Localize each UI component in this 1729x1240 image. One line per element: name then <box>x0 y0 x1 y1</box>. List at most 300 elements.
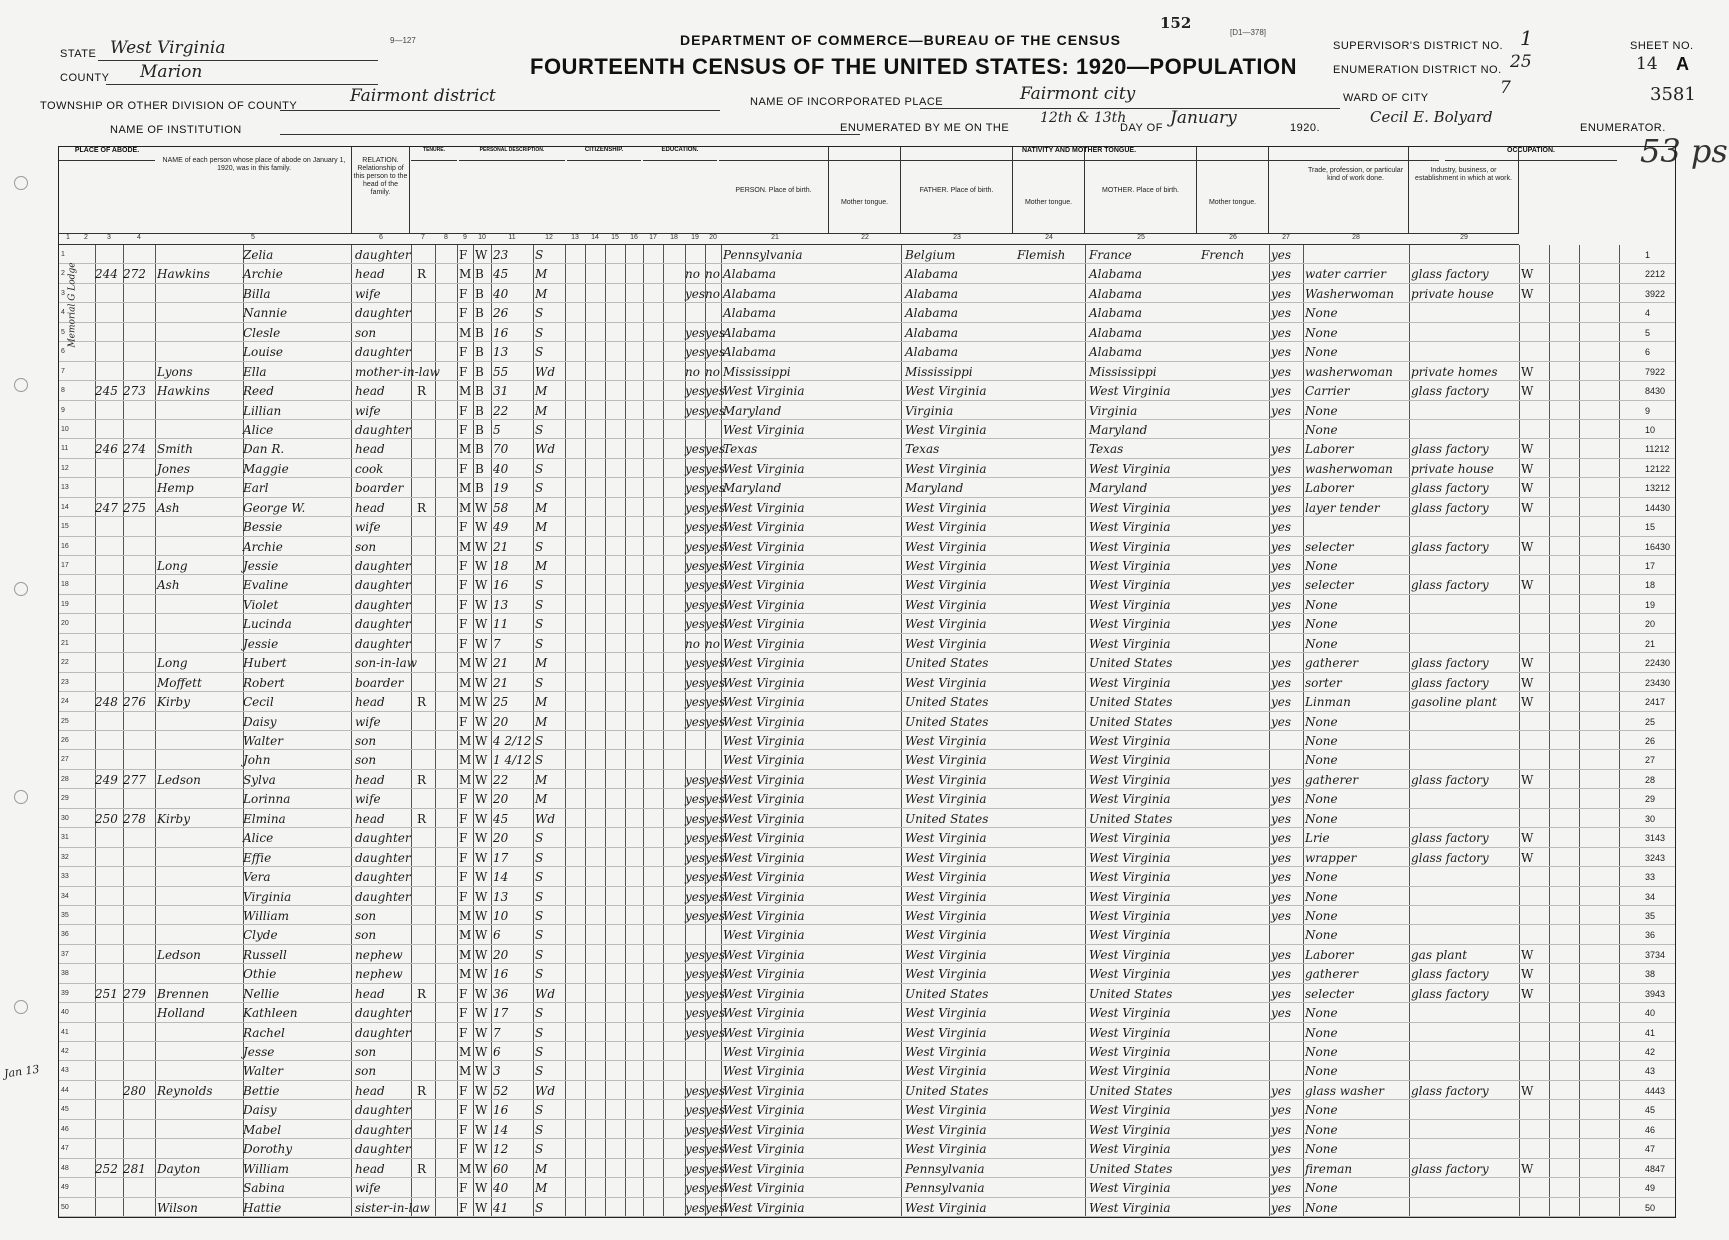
column-number: 29 <box>1409 233 1519 245</box>
cell-race: W <box>475 539 488 554</box>
cell-read: yes <box>685 850 706 865</box>
cell-side: 3143 <box>1645 833 1666 844</box>
cell-read: yes <box>685 345 706 360</box>
cell-ms: S <box>535 967 544 982</box>
cell-cls: W <box>1521 675 1534 690</box>
cell-pob: West Virginia <box>723 1025 805 1040</box>
cell-eng: yes <box>1271 617 1292 632</box>
cell-mtongue <box>1201 731 1267 750</box>
cell-sur: Moffett <box>157 675 202 690</box>
cell-sex: M <box>459 695 472 710</box>
cell-mpob: West Virginia <box>1089 1025 1171 1040</box>
cell-side: 33 <box>1645 872 1656 883</box>
year-value: 1920. <box>1290 122 1321 134</box>
cell-sur <box>157 245 237 264</box>
table-row <box>59 653 1675 672</box>
cell-own: R <box>417 384 427 399</box>
column-number: 21 <box>721 233 829 245</box>
cell-eng: yes <box>1271 908 1292 923</box>
cell-cls <box>1521 323 1541 342</box>
cell-ftongue <box>1017 634 1083 653</box>
cell-rel: wife <box>355 1181 381 1196</box>
cell-mpob: West Virginia <box>1089 636 1171 651</box>
cell-trade: wrapper <box>1305 850 1357 865</box>
col-person-head: PERSON. Place of birth. <box>719 147 829 233</box>
cell-own <box>417 673 433 692</box>
cell-race: W <box>475 597 488 612</box>
cell-dw: 247 <box>95 500 118 515</box>
cell-sex: F <box>459 597 468 612</box>
cell-giv: Alice <box>243 422 274 437</box>
cell-giv: Effie <box>243 850 272 865</box>
cell-ptongue <box>833 1120 903 1139</box>
cell-giv: Hubert <box>243 656 287 671</box>
table-row <box>59 925 1675 944</box>
row-number: 32 <box>61 853 69 861</box>
cell-side: 45 <box>1645 1105 1656 1116</box>
cell-ptongue <box>833 498 903 517</box>
cell-age: 3 <box>493 1064 501 1079</box>
cell-sex: F <box>459 714 468 729</box>
col-father-head: FATHER. Place of birth. <box>901 147 1013 233</box>
cell-rel: daughter <box>355 306 411 321</box>
cell-pob: Alabama <box>723 345 777 360</box>
cell-side: 9 <box>1645 405 1651 416</box>
cell-ind: gasoline plant <box>1411 695 1497 710</box>
cell-fam <box>123 556 153 575</box>
cell-ptongue <box>833 887 903 906</box>
cell-ms: S <box>535 908 544 923</box>
cell-ind <box>1411 731 1517 750</box>
cell-mtongue <box>1201 1120 1267 1139</box>
cell-eng: yes <box>1271 695 1292 710</box>
cell-mtongue <box>1201 498 1267 517</box>
cell-mtongue <box>1201 828 1267 847</box>
cell-age: 20 <box>493 947 509 962</box>
cell-own <box>417 1023 433 1042</box>
cell-ptongue <box>833 245 903 264</box>
cell-trade: None <box>1305 597 1338 612</box>
cell-age: 21 <box>493 539 509 554</box>
cell-side: 28 <box>1645 774 1656 785</box>
cell-eng <box>1271 420 1301 439</box>
column-number: 7 <box>411 233 435 245</box>
cell-sex: F <box>459 1142 468 1157</box>
cell-read: yes <box>685 967 706 982</box>
cell-own <box>417 284 433 303</box>
cell-sex: M <box>459 539 472 554</box>
cell-ftongue <box>1017 381 1083 400</box>
cell-ptongue <box>833 1023 903 1042</box>
cell-fpob: West Virginia <box>905 1103 987 1118</box>
cell-eng: yes <box>1271 520 1292 535</box>
cell-own <box>417 439 433 458</box>
cell-ftongue <box>1017 1061 1083 1080</box>
cell-mpob: West Virginia <box>1089 520 1171 535</box>
cell-ind <box>1411 1120 1517 1139</box>
cell-mpob: Alabama <box>1089 286 1143 301</box>
cell-fam <box>123 945 153 964</box>
cell-giv: Daisy <box>243 714 277 729</box>
row-number: 17 <box>61 562 69 570</box>
table-row <box>59 1178 1675 1197</box>
cell-ptongue <box>833 828 903 847</box>
cell-ftongue <box>1017 1159 1083 1178</box>
cell-ind: glass factory <box>1411 986 1489 1001</box>
cell-eng: yes <box>1271 1161 1292 1176</box>
cell-pob: West Virginia <box>723 811 805 826</box>
cell-fpob: West Virginia <box>905 870 987 885</box>
cell-pob: West Virginia <box>723 1006 805 1021</box>
cell-trade <box>1305 517 1409 536</box>
cell-own <box>417 867 433 886</box>
cell-cls <box>1521 556 1541 575</box>
cell-ind: glass factory <box>1411 578 1489 593</box>
cell-ms: S <box>535 1122 544 1137</box>
column-number: 28 <box>1303 233 1409 245</box>
cell-fpob: West Virginia <box>905 831 987 846</box>
cell-write: yes <box>705 578 726 593</box>
table-row <box>59 809 1675 828</box>
cell-ptongue <box>833 984 903 1003</box>
cell-mpob: West Virginia <box>1089 831 1171 846</box>
cell-eng: yes <box>1271 461 1292 476</box>
cell-eng <box>1271 925 1301 944</box>
cell-side: 35 <box>1645 910 1656 921</box>
cell-side: 17 <box>1645 561 1656 572</box>
cell-trade: fireman <box>1305 1161 1353 1176</box>
cell-dw <box>95 575 123 594</box>
column-number: 2 <box>77 233 95 245</box>
cell-mtongue <box>1201 323 1267 342</box>
cell-mtongue <box>1201 1061 1267 1080</box>
cell-sex: M <box>459 384 472 399</box>
cell-sur: Hawkins <box>157 267 210 282</box>
table-row <box>59 1061 1675 1080</box>
cell-dw <box>95 595 123 614</box>
cell-race: W <box>475 1122 488 1137</box>
cell-mpob: Alabama <box>1089 325 1143 340</box>
cell-trade: None <box>1305 714 1338 729</box>
binder-hole <box>14 790 28 804</box>
cell-ptongue <box>833 420 903 439</box>
cell-mpob: West Virginia <box>1089 1142 1171 1157</box>
cell-fpob: Texas <box>905 442 940 457</box>
cell-ind <box>1411 887 1517 906</box>
cell-fam <box>123 964 153 983</box>
stamp-right: 3581 <box>1650 84 1696 105</box>
cell-mtongue <box>1201 1139 1267 1158</box>
table-row <box>59 945 1675 964</box>
table-row <box>59 789 1675 808</box>
cell-giv: Jesse <box>243 1045 275 1060</box>
cell-ptongue <box>833 1081 903 1100</box>
row-number: 9 <box>61 406 65 414</box>
cell-race: W <box>475 1142 488 1157</box>
cell-ms: Wd <box>535 364 556 379</box>
cell-race: W <box>475 1006 488 1021</box>
row-number: 31 <box>61 834 69 842</box>
cell-mpob: West Virginia <box>1089 559 1171 574</box>
cell-trade: water carrier <box>1305 267 1386 282</box>
cell-race: W <box>475 889 488 904</box>
cell-own <box>417 245 433 264</box>
cell-dw <box>95 653 123 672</box>
cell-sur <box>157 634 237 653</box>
cell-ftongue <box>1017 848 1083 867</box>
cell-trade: Carrier <box>1305 384 1350 399</box>
table-row <box>59 342 1675 361</box>
cell-mpob: Alabama <box>1089 345 1143 360</box>
cell-side: 3943 <box>1645 988 1666 999</box>
cell-dw <box>95 1120 123 1139</box>
cell-ftongue <box>1017 653 1083 672</box>
cell-write: yes <box>705 714 726 729</box>
cell-ptongue <box>833 517 903 536</box>
cell-fam <box>123 750 153 769</box>
cell-sex: F <box>459 520 468 535</box>
cell-ptongue <box>833 692 903 711</box>
cell-eng: yes <box>1271 1083 1292 1098</box>
cell-read: yes <box>685 481 706 496</box>
cell-rel: son-in-law <box>355 656 418 671</box>
cell-trade: gatherer <box>1305 967 1359 982</box>
cell-eng: yes <box>1271 1006 1292 1021</box>
cell-ms: S <box>535 734 544 748</box>
cell-mpob: West Virginia <box>1089 1045 1171 1060</box>
cell-age: 1 4/12 <box>493 753 532 768</box>
row-number: 47 <box>61 1145 69 1153</box>
cell-pob: West Virginia <box>723 947 805 962</box>
cell-own <box>417 556 433 575</box>
cell-ptongue <box>833 478 903 497</box>
cell-ind <box>1411 1042 1517 1061</box>
cell-age: 60 <box>493 1161 509 1176</box>
row-number: 26 <box>61 737 69 744</box>
cell-dw <box>95 964 123 983</box>
cell-fpob: United States <box>905 695 989 710</box>
cell-rel: head <box>355 772 385 787</box>
cell-trade: glass washer <box>1305 1083 1384 1098</box>
cell-ptongue <box>833 1042 903 1061</box>
cell-side: 13212 <box>1645 483 1671 494</box>
cell-fpob: West Virginia <box>905 1045 987 1060</box>
cell-giv: Vera <box>243 870 271 885</box>
cell-eng: yes <box>1271 442 1292 457</box>
cell-fam <box>123 712 153 731</box>
cell-side: 23430 <box>1645 677 1671 688</box>
cell-read: yes <box>685 500 706 515</box>
enumerator-label: ENUMERATOR. <box>1580 122 1666 134</box>
cell-age: 16 <box>493 1103 509 1118</box>
row-number: 5 <box>61 328 65 336</box>
cell-dw <box>95 1100 123 1119</box>
table-row <box>59 537 1675 556</box>
cell-ftongue <box>1017 575 1083 594</box>
cell-mtongue <box>1201 595 1267 614</box>
cell-race: W <box>475 1045 488 1060</box>
cell-write: yes <box>705 1161 726 1176</box>
cell-own: R <box>417 500 427 515</box>
cell-trade: None <box>1305 792 1338 807</box>
cell-sur: Wilson <box>157 1200 198 1215</box>
cell-ptongue <box>833 770 903 789</box>
cell-giv: Walter <box>243 1064 283 1079</box>
cell-rel: son <box>355 734 377 748</box>
column-number: 23 <box>901 233 1013 245</box>
cell-mpob: West Virginia <box>1089 1064 1171 1079</box>
cell-mpob: West Virginia <box>1089 908 1171 923</box>
cell-sex: F <box>459 248 468 262</box>
table-row <box>59 1003 1675 1022</box>
cell-mtongue <box>1201 692 1267 711</box>
cell-sex: F <box>459 1006 468 1021</box>
cell-race: W <box>475 1064 488 1079</box>
table-row <box>59 984 1675 1003</box>
cell-own <box>417 653 433 672</box>
cell-mpob: Mississippi <box>1089 364 1157 379</box>
cell-fam <box>123 906 153 925</box>
cell-fpob: West Virginia <box>905 636 987 651</box>
cell-trade: sorter <box>1305 675 1342 690</box>
cell-sex: F <box>459 792 468 807</box>
cell-ms: S <box>535 422 544 437</box>
row-number: 42 <box>61 1048 69 1056</box>
cell-rel: head <box>355 1161 385 1176</box>
cell-rel: son <box>355 1045 377 1060</box>
cell-ms: S <box>535 850 544 865</box>
cell-own: R <box>417 986 427 1001</box>
cell-ms: Wd <box>535 986 556 1001</box>
cell-race: B <box>475 345 484 360</box>
cell-fpob: West Virginia <box>905 889 987 904</box>
cell-mtongue <box>1201 809 1267 828</box>
cell-rel: daughter <box>355 422 411 437</box>
cell-ms: S <box>535 1006 544 1021</box>
cell-side: 42 <box>1645 1047 1656 1058</box>
cell-fam <box>123 420 153 439</box>
cell-own <box>417 789 433 808</box>
cell-ind <box>1411 867 1517 886</box>
cell-read: yes <box>685 1083 706 1098</box>
cell-ms: S <box>535 1064 544 1079</box>
cell-sex: F <box>459 578 468 593</box>
binder-hole <box>14 378 28 392</box>
cell-write: yes <box>705 656 726 671</box>
cell-own: R <box>417 695 427 710</box>
corner-note: 53 ps <box>1640 132 1728 170</box>
cell-own <box>417 1139 433 1158</box>
table-row <box>59 303 1675 322</box>
cell-sur <box>157 342 237 361</box>
cell-sur: Lyons <box>157 364 193 379</box>
cell-ms: S <box>535 539 544 554</box>
cell-pob: West Virginia <box>723 617 805 632</box>
cell-own <box>417 478 433 497</box>
cell-trade: None <box>1305 753 1338 768</box>
cell-ind <box>1411 1003 1517 1022</box>
cell-pob: West Virginia <box>723 578 805 593</box>
cell-pob: West Virginia <box>723 1200 805 1215</box>
form-code-left: 9—127 <box>390 36 416 45</box>
row-number: 37 <box>61 950 69 958</box>
cell-sur: Kirby <box>157 811 190 826</box>
cell-age: 22 <box>493 772 509 787</box>
cell-dw <box>95 1178 123 1197</box>
cell-pob: West Virginia <box>723 1181 805 1196</box>
cell-own <box>417 1120 433 1139</box>
table-row <box>59 264 1675 283</box>
cell-mtongue <box>1201 653 1267 672</box>
cell-ms: S <box>535 928 544 943</box>
cell-ftongue <box>1017 556 1083 575</box>
cell-trade: None <box>1305 403 1338 418</box>
cell-ftongue <box>1017 303 1083 322</box>
cell-ptongue <box>833 303 903 322</box>
cell-eng: yes <box>1271 1142 1292 1157</box>
cell-trade: Laborer <box>1305 947 1354 962</box>
cell-side: 14430 <box>1645 502 1671 513</box>
cell-age: 40 <box>493 1181 509 1196</box>
cell-mtongue <box>1201 789 1267 808</box>
cell-fpob: Pennsylvania <box>905 1181 985 1196</box>
cell-ind: glass factory <box>1411 1083 1489 1098</box>
cell-ftongue <box>1017 925 1083 944</box>
cell-rel: nephew <box>355 967 403 982</box>
cell-write: yes <box>705 1083 726 1098</box>
cell-write: no <box>705 286 720 301</box>
cell-giv: Sylva <box>243 772 276 787</box>
cell-ind: private homes <box>1411 364 1498 379</box>
cell-read: yes <box>685 597 706 612</box>
table-row <box>59 362 1675 381</box>
cell-fpob: West Virginia <box>905 1064 987 1079</box>
cell-sur <box>157 750 237 769</box>
cell-sex: M <box>459 675 472 690</box>
cell-dw <box>95 614 123 633</box>
cell-read: no <box>685 364 700 379</box>
cell-own <box>417 712 433 731</box>
cell-own <box>417 595 433 614</box>
cell-fam <box>123 731 153 750</box>
cell-cls: W <box>1521 286 1534 301</box>
cell-cls: W <box>1521 947 1534 962</box>
cell-fpob: Alabama <box>905 306 959 321</box>
cell-race: W <box>475 734 488 748</box>
cell-ptongue <box>833 595 903 614</box>
cell-ftongue <box>1017 945 1083 964</box>
cell-giv: George W. <box>243 500 306 515</box>
cell-age: 31 <box>493 384 509 399</box>
cell-pob: West Virginia <box>723 597 805 612</box>
cell-trade: Lrie <box>1305 831 1330 846</box>
cell-rel: wife <box>355 792 381 807</box>
cell-ms: M <box>535 500 548 515</box>
cell-fam <box>123 867 153 886</box>
row-number: 10 <box>61 425 69 433</box>
cell-own <box>417 362 433 381</box>
row-number: 4 <box>61 309 65 317</box>
cell-eng <box>1271 634 1301 653</box>
cell-ptongue <box>833 1198 903 1217</box>
cell-own <box>417 1042 433 1061</box>
cell-ftongue <box>1017 1003 1083 1022</box>
cell-fpob: West Virginia <box>905 792 987 807</box>
cell-own <box>417 420 433 439</box>
cell-sex: M <box>459 1161 472 1176</box>
table-row <box>59 517 1675 536</box>
cell-mpob: United States <box>1089 1161 1173 1176</box>
